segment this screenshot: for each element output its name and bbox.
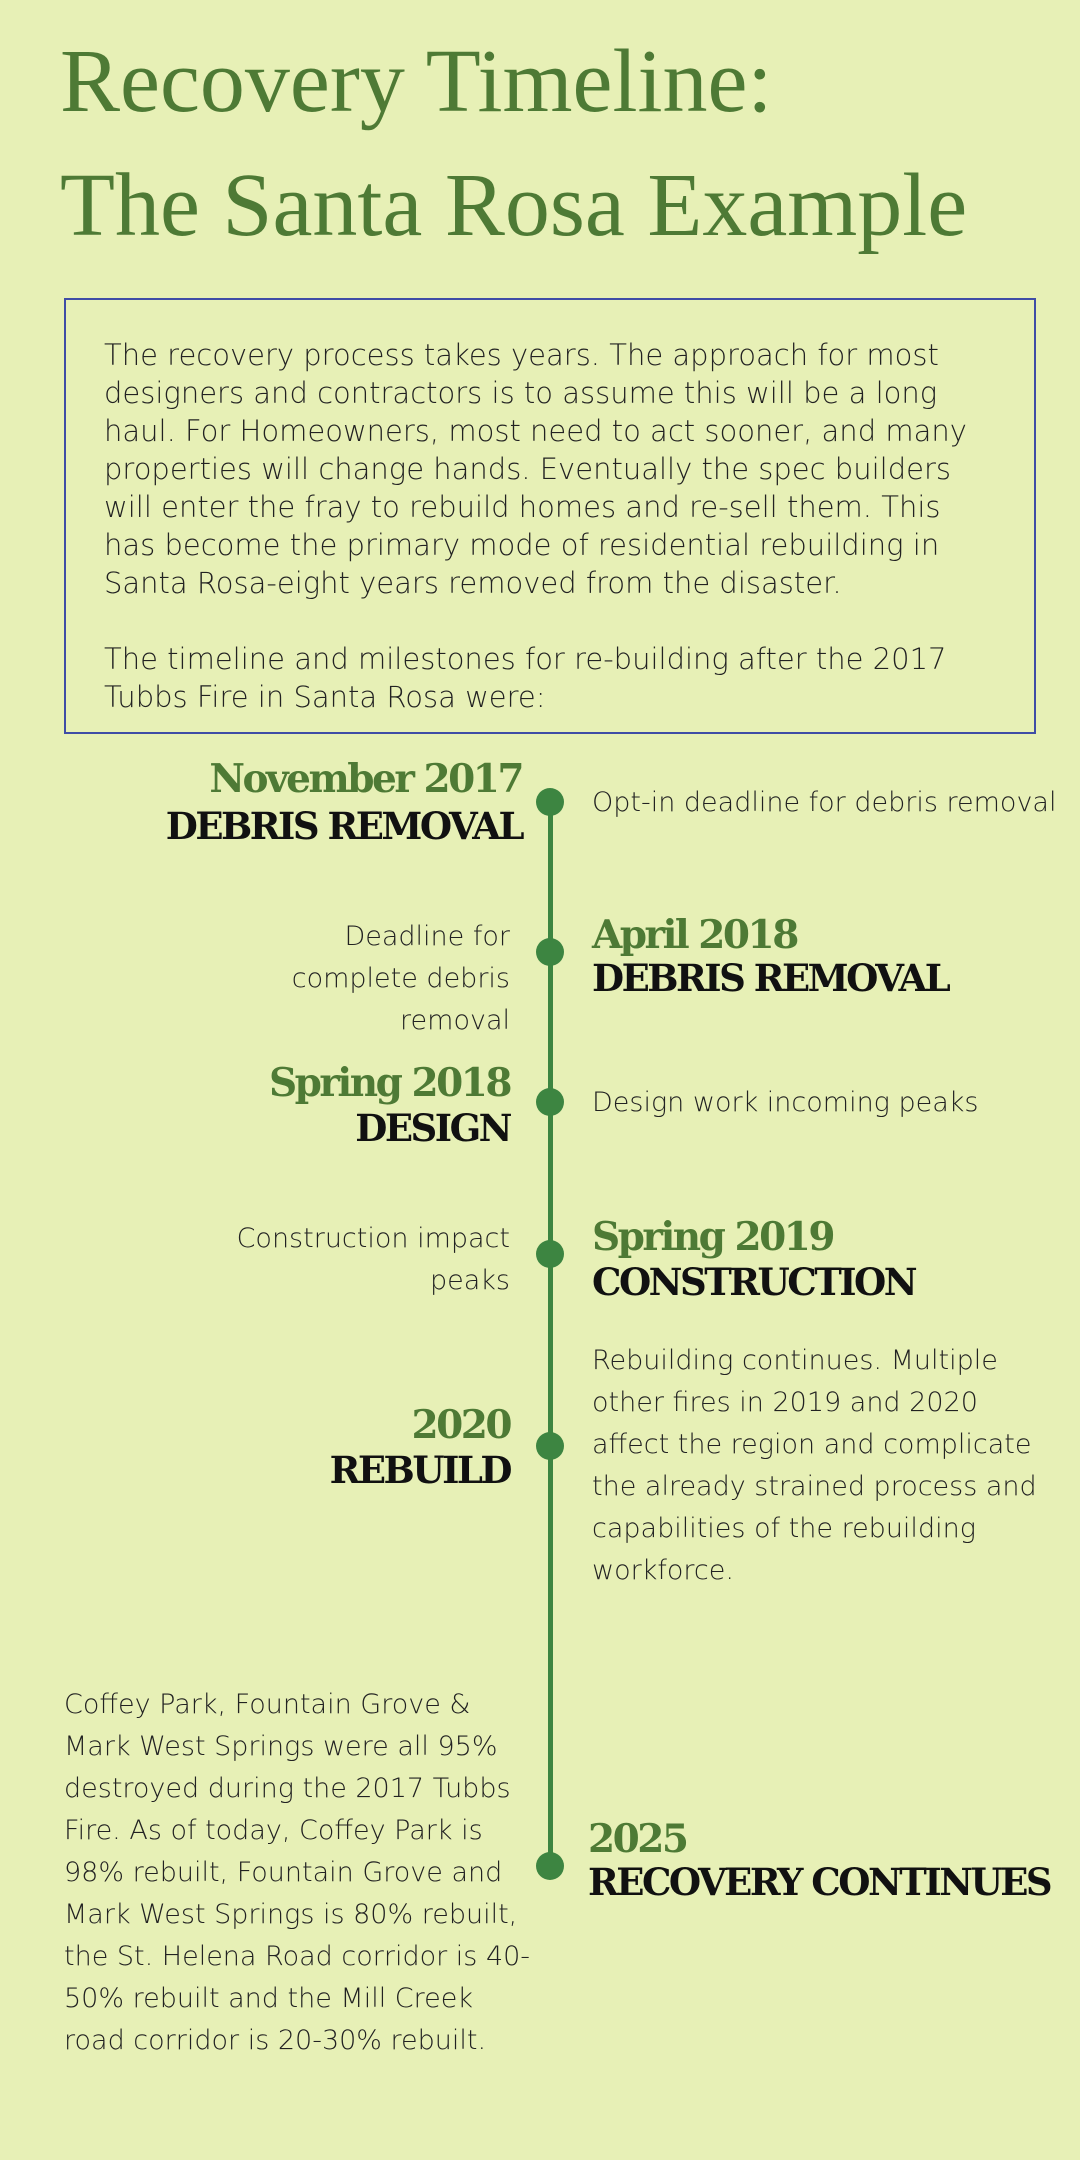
timeline-date: April 2018 [592,912,797,958]
timeline-label: DESIGN [355,1106,510,1150]
page-title [60,20,1050,268]
timeline-label: DEBRIS REMOVAL [165,804,522,848]
timeline-description: Deadline for complete debris removal [291,921,510,1036]
timeline-label: CONSTRUCTION [592,1260,916,1304]
timeline-label: REBUILD [329,1448,510,1492]
title-line-2: The Santa Rosa Example [60,156,968,255]
timeline-description: Design work incoming peaks [592,1087,979,1118]
timeline-date: 2020 [411,1402,510,1448]
timeline-date: Spring 2018 [268,1060,510,1106]
timeline-date: November 2017 [209,756,522,802]
timeline-date: Spring 2019 [592,1214,834,1260]
timeline-label: DEBRIS REMOVAL [592,956,949,1000]
timeline-description: Coffey Park, Fountain Grove & Mark West Springs were all 95% destroyed during the 2017 Tubbs Fire. As of today, Coffey Park is 98% rebuilt, Fountain Grove and Mark West Springs is 80% rebuilt, the St. Helena Road corridor is 40-50% rebuilt and the Mill Creek road corridor is 20-30% rebuilt. [64,1689,531,2056]
timeline-description: Rebuilding continues. Multiple other fires in 2019 and 2020 affect the region and complicate the already strained process and capabilities of the rebuilding workforce. [592,1345,1037,1586]
timeline-dot [536,1240,564,1268]
intro-box [64,298,1036,734]
intro-paragraph-2: The timeline and milestones for re-building after the 2017 Tubbs Fire in Santa Rosa were: [104,642,947,714]
intro-paragraph-1: The recovery process takes years. The approach for most designers and contractors is to assume this will be a long haul. For Homeowners, most need to act sooner, and many properties will change hands. Eventually the spec builders will enter the fray to rebuild homes and re-sell them. This has become the primary mode of residential rebuilding in Santa Rosa-eight years removed from the disaster. [104,338,967,600]
timeline-label: RECOVERY CONTINUES [588,1860,1051,1904]
timeline-date: 2025 [588,1816,687,1862]
title-line-1: Recovery Timeline: [60,32,773,131]
timeline-description: Construction impact peaks [236,1223,510,1296]
timeline-dot [536,788,564,816]
timeline-dot [536,1432,564,1460]
timeline-description: Opt-in deadline for debris removal [592,787,1057,818]
timeline-dot [536,938,564,966]
timeline-dot [536,1852,564,1880]
timeline-dot [536,1088,564,1116]
